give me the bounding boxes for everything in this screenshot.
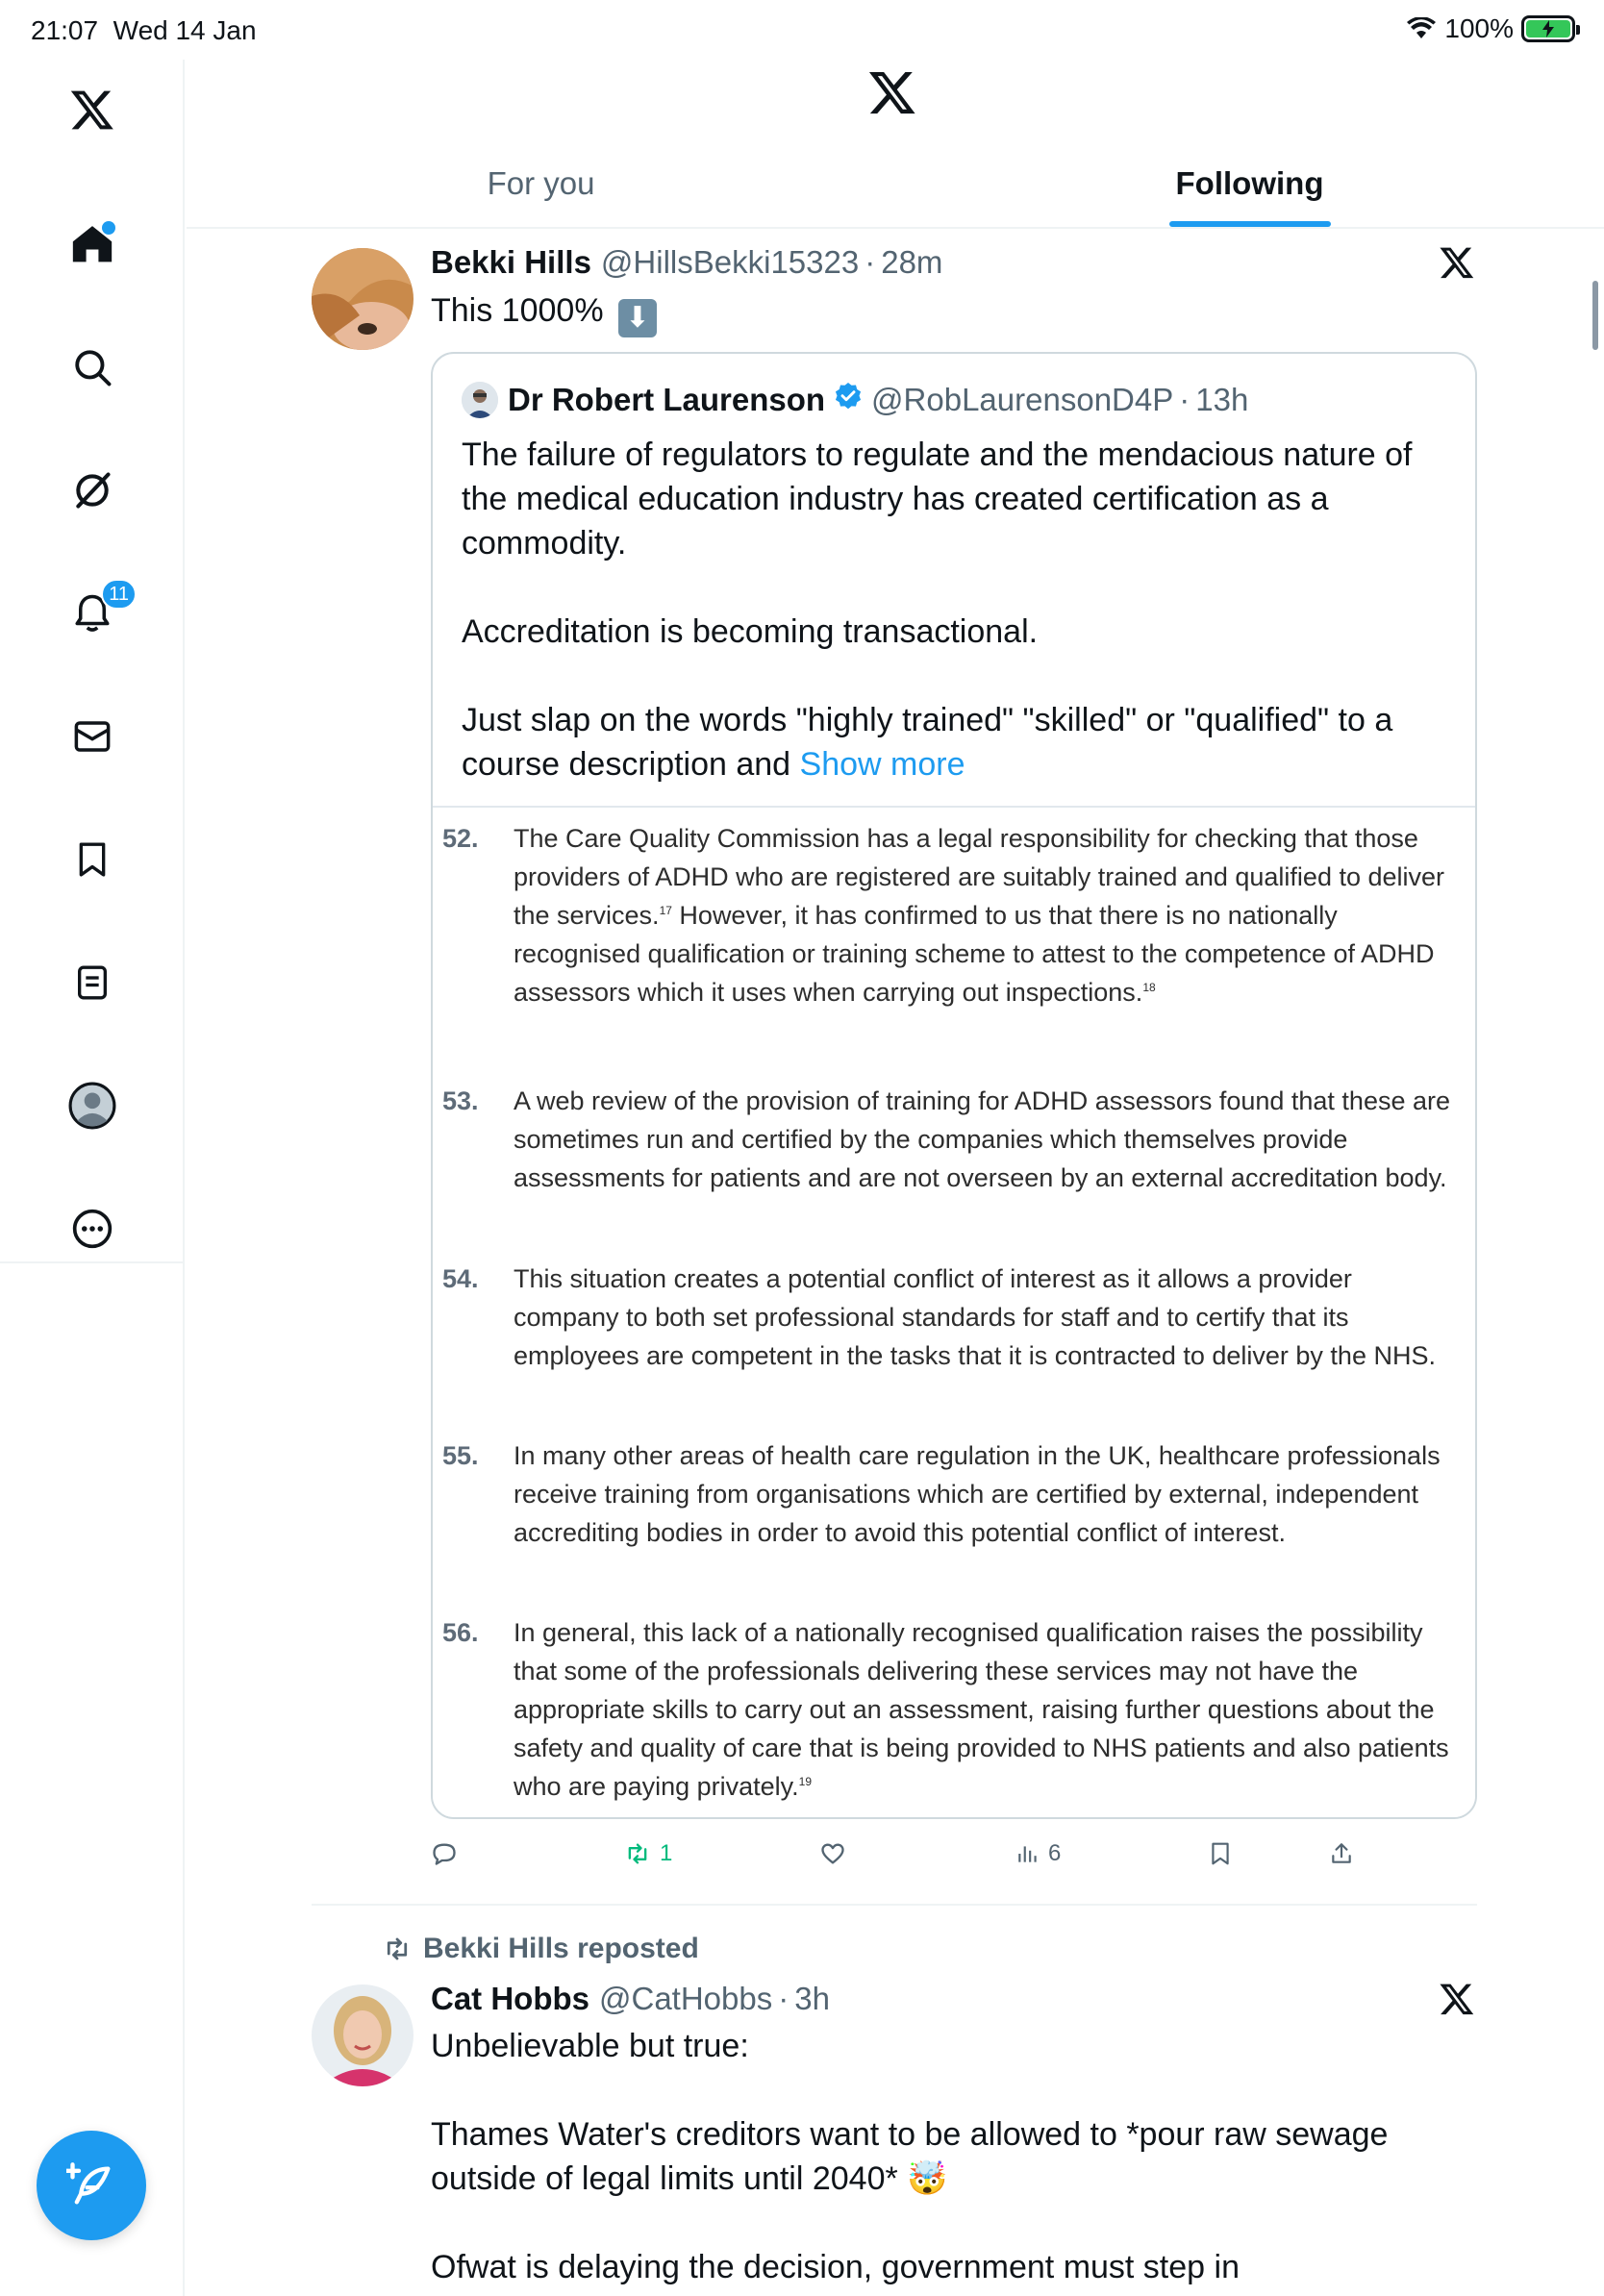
battery-icon (1521, 15, 1575, 42)
tweet-time[interactable]: 3h (794, 1981, 830, 2016)
tweet-header: Cat Hobbs @CatHobbs · 3h (431, 1981, 830, 2016)
share-button[interactable] (1329, 1827, 1354, 1881)
x-logo-icon[interactable] (67, 85, 117, 135)
avatar[interactable] (312, 1984, 414, 2086)
like-button[interactable] (819, 1827, 846, 1881)
status-right (1406, 13, 1575, 44)
quoted-tweet-header: Dr Robert Laurenson @RobLaurensonD4P · 13h (462, 381, 1248, 419)
repost-button[interactable] (623, 1827, 672, 1881)
search-icon[interactable] (67, 342, 117, 392)
x-badge-icon[interactable] (1439, 1981, 1479, 2021)
feather-plus-icon (66, 2160, 116, 2210)
repost-context-icon (381, 1934, 414, 1963)
show-more-link[interactable]: Show more (799, 746, 965, 783)
bookmarks-icon[interactable] (67, 835, 117, 885)
reply-bubble-icon (431, 1840, 458, 1867)
share-upload-icon (1329, 1840, 1354, 1867)
status-bar (0, 0, 1604, 60)
header-x-logo-icon[interactable] (867, 67, 921, 121)
down-arrow-emoji-icon: ⬇ (618, 299, 657, 337)
author-name[interactable]: Bekki Hills (431, 244, 591, 280)
bookmark-icon (1208, 1840, 1233, 1867)
grok-icon[interactable] (67, 465, 117, 515)
author-handle[interactable]: @HillsBekki15323 (600, 244, 860, 280)
battery-percent: 100% (1444, 13, 1514, 43)
quoted-avatar (462, 382, 498, 418)
repost-count: 1 (660, 1840, 673, 1866)
views-count: 6 (1048, 1840, 1062, 1866)
document-image[interactable]: 52. The Care Quality Commission has a legal responsibility for checking that those providers of ADHD who are registered are suitably trained and qualified to deliver the services.$^{17}$ However, it has confirmed to us that there is no nationally recognised qualification or training scheme to attest to the competence of ADHD assessors which it uses when carrying out inspections.$^{18}$ 53. A web review of the provision of training for ADHD assessors found that these are sometimes run and certified by the companies which themselves provide assessments for patients and are not overseen by an external accreditation body. 54. This situation creates a potential conflict of interest as it allows a provider company to both set professional standards for staff and to certify that its employees are competent in the tasks that it is contracted to deliver by the NHS. 55. In many other areas of health care regulation in the UK, healthcare professionals receive training from organisations which are certified by external, independent accrediting bodies in order to avoid this potential conflict of interest. 56. In general, this lack of a nationally recognised qualification raises the possibility that some of the professionals delivering these services may not have the appropriate skills to carry out an assessment, raising further questions about the safety and quality of care that is being provided to NHS patients and also patients who are paying privately.$^{19}$ (433, 806, 1477, 1819)
scrollbar[interactable] (1592, 281, 1598, 350)
bookmark-button[interactable] (1208, 1827, 1233, 1881)
quoted-tweet[interactable] (431, 352, 1477, 1819)
active-tab-indicator (1169, 221, 1331, 227)
quoted-tweet-text: The failure of regulators to regulate and the mendacious nature of the medical education industry has created certification as a commodity. Accreditation is becoming transactional. Just slap on the words "highly trained" "skilled" or "qualified" to a course description and Show more (462, 437, 1413, 783)
author-handle[interactable]: @CatHobbs (599, 1981, 773, 2016)
quoted-tweet-time: 13h (1195, 382, 1249, 417)
profile-avatar-icon[interactable] (67, 1081, 117, 1131)
quoted-author-name: Dr Robert Laurenson (508, 382, 826, 417)
compose-post-button[interactable] (37, 2131, 146, 2240)
wifi-icon (1406, 17, 1437, 40)
reply-button[interactable] (431, 1827, 458, 1881)
heart-icon (819, 1840, 846, 1867)
sidebar (0, 60, 185, 2296)
sidebar-nav (0, 60, 185, 1263)
lists-icon[interactable] (67, 958, 117, 1008)
tweet-text: This 1000% ⬇ (431, 288, 657, 337)
home-icon[interactable] (67, 219, 117, 269)
timeline-tabs (187, 154, 1604, 229)
more-options-icon[interactable] (67, 1204, 117, 1254)
home-unread-dot (102, 221, 115, 235)
notifications-bell-icon[interactable] (67, 583, 129, 638)
status-time: 21:07 Wed 14 Jan (31, 15, 257, 45)
tab-for-you[interactable]: For you (487, 165, 595, 201)
tab-following[interactable]: Following (895, 154, 1604, 227)
views-bar-icon (1015, 1841, 1040, 1866)
author-name[interactable]: Cat Hobbs (431, 1981, 589, 2016)
tweet-divider (312, 1904, 1477, 1906)
tweet-time[interactable]: 28m (881, 244, 943, 280)
repost-icon (623, 1840, 652, 1867)
repost-context[interactable]: Bekki Hills reposted (381, 1933, 699, 1965)
messages-mail-icon[interactable] (67, 711, 117, 761)
exploding-head-emoji-icon: 🤯 (907, 2160, 948, 2197)
tweet-header: Bekki Hills @HillsBekki15323 · 28m (431, 244, 943, 280)
views-button[interactable] (1015, 1827, 1061, 1881)
verified-badge-icon (833, 381, 864, 419)
quoted-author-handle: @RobLaurensonD4P (871, 382, 1174, 417)
notifications-badge: 11 (101, 579, 137, 610)
tweet-text: Unbelievable but true: Thames Water's creditors want to be allowed to *pour raw sewage outside of legal limits until 2040* 🤯 Ofwat is delaying the decision, government must step in (431, 2028, 1389, 2285)
x-badge-icon[interactable] (1439, 244, 1479, 285)
tweet-actions (431, 1827, 1431, 1881)
avatar[interactable] (312, 248, 414, 350)
